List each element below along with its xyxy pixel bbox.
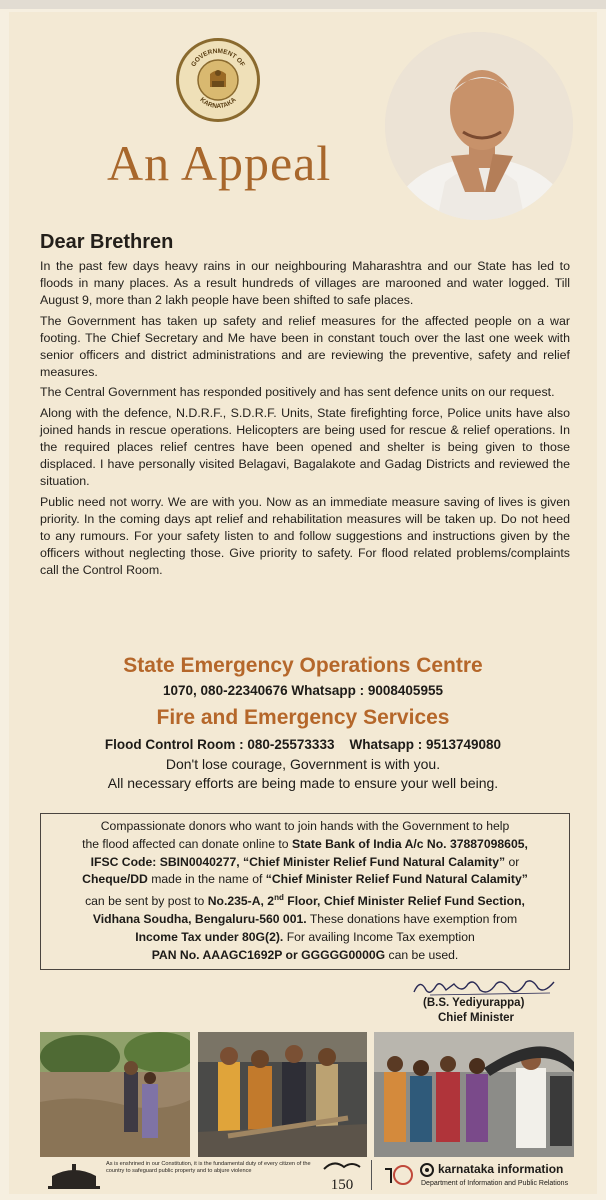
salutation: Dear Brethren	[40, 231, 174, 253]
gandhi-150-emblem-icon	[320, 1157, 364, 1193]
constitution-note: As is enshrined in our Constitution, it is the fundamental duty of every citizen of the country to safeguard public property and to abjure violence	[106, 1161, 311, 1174]
government-emblem	[176, 38, 260, 122]
scan-top-edge	[0, 0, 606, 9]
seoc-numbers: 1070, 080-22340676 Whatsapp : 9008405955	[163, 683, 443, 698]
letter-body	[40, 258, 570, 583]
flood-control-line	[0, 738, 606, 752]
parliament-building-icon	[46, 1160, 102, 1190]
signatory-name: (B.S. Yediyurappa)	[423, 997, 525, 1009]
department-name: Department of Information and Public Relations	[421, 1180, 569, 1187]
signature-icon	[410, 976, 560, 998]
flood-control-whatsapp: Whatsapp : 9513749080	[349, 737, 502, 752]
signatory-role: Chief Minister	[438, 1012, 515, 1024]
letter-paragraph: Public need not worry. We are with you. Now as an immediate measure saving of lives is given priority. In the coming days apt relief and rehabilitation measures will be taken up. Do not heed to any rumours. For your safety listen to and follow suggestions and instructions given by the officers without neglecting those. Give priority to safety. For flood related problems/complaints call the Control Room.	[40, 494, 570, 578]
letter-paragraph: The Central Government has responded positively and has sent defence units on our request.	[40, 385, 555, 400]
appeal-title: An Appeal	[107, 135, 332, 191]
donation-line: IFSC Code: SBIN0040277, “Chief Minister Relief Fund Natural Calamity” or	[90, 854, 520, 869]
flood-photo-1	[40, 1032, 190, 1157]
letter-paragraph: The Government has taken up safety and relief measures for the affected people on a war footing. The Chief Secretary and Me have been in constant touch over the last one week with senior officers and district administrations and are reviewing the preventive, safety and relief measures.	[40, 313, 570, 380]
letter-paragraph: In the past few days heavy rains in our neighbouring Maharashtra and our State has led to floods in many places. As a result hundreds of villages are marooned and water logged. Till August 9, more than 2 lakh people have been shifted to safe places.	[40, 259, 570, 308]
anniversary-logo-icon	[381, 1161, 413, 1189]
karnataka-seal-icon	[179, 41, 257, 119]
donation-line: the flood affected can donate online to State Bank of India A/c No. 37887098605,	[82, 836, 528, 851]
flood-photo-3	[374, 1032, 574, 1157]
gandhi-150-logo	[320, 1157, 364, 1193]
donation-line: Income Tax under 80G(2). For availing Income Tax exemption	[135, 929, 475, 944]
flood-control-room: Flood Control Room : 080-25573333	[104, 737, 335, 752]
letter-paragraph: Along with the defence, N.D.R.F., S.D.R.F. Units, State firefighting force, Police units have also joined hands in rescue operations. Helicopters are being used for rescue & relief operations. In the required places relief centres have been opened and shelter is being given to those displaced. I have personally visited Belagavi, Bagalakote and Gadag Districts and reviewed the situation.	[40, 405, 570, 489]
reassurance-line-1: Don't lose courage, Government is with you.	[165, 756, 441, 772]
emblem-text-top: GOVERNMENT OF	[190, 47, 246, 69]
donation-line: can be sent by post to No.235-A, 2nd Floor, Chief Minister Relief Fund Section,	[85, 893, 525, 909]
chief-minister-portrait	[385, 32, 573, 220]
flood-photo-2	[198, 1032, 367, 1157]
fire-services-heading: Fire and Emergency Services	[156, 706, 450, 729]
donation-info-box	[40, 813, 570, 970]
donation-line: PAN No. AAAGC1692P or GGGGG0000G can be used.	[151, 947, 459, 962]
footer-divider	[371, 1160, 372, 1190]
donation-line: Compassionate donors who want to join hands with the Government to help	[100, 819, 510, 833]
karnataka-information-icon	[420, 1163, 434, 1177]
reassurance-line-2: All necessary efforts are being made to ensure your well being.	[107, 775, 499, 791]
anniversary-mark: 150	[330, 1177, 354, 1193]
donation-line: Cheque/DD made in the name of “Chief Minister Relief Fund Natural Calamity”	[82, 872, 528, 887]
emblem-text-bottom: KARNATAKA	[198, 96, 238, 111]
donation-line: Vidhana Soudha, Bengaluru-560 001. These donations have exemption from	[92, 912, 518, 927]
karnataka-information-brand: karnataka information	[438, 1162, 564, 1176]
seoc-heading: State Emergency Operations Centre	[123, 654, 483, 677]
